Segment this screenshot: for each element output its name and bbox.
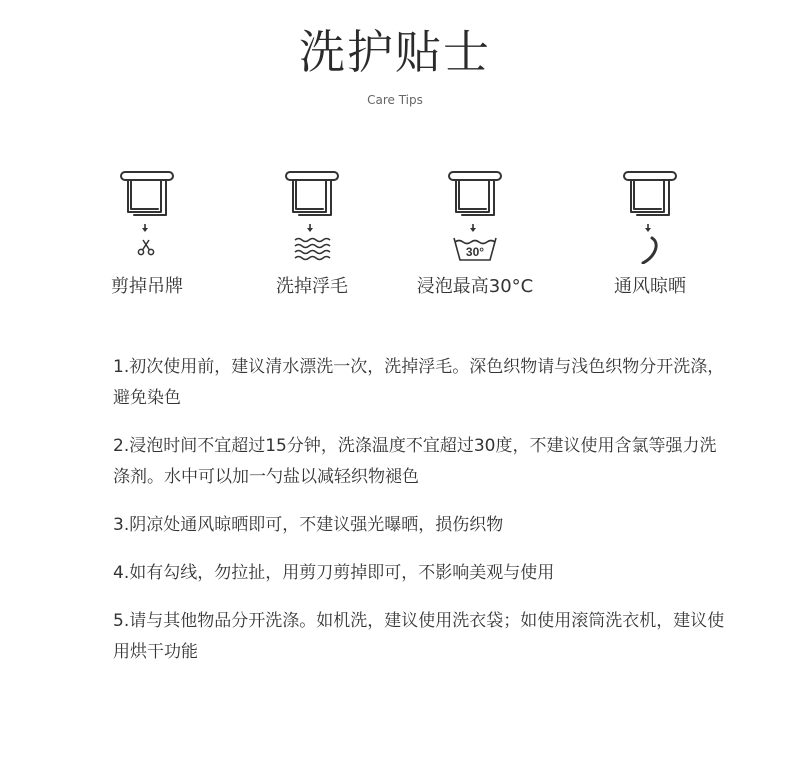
towel-scissors-icon — [107, 168, 187, 264]
towel-water-waves-icon — [272, 168, 352, 264]
care-item-cut-tags — [67, 168, 227, 298]
tip-item: 5.请与其他物品分开洗涤。如机洗，建议使用洗衣袋；如使用滚筒洗衣机，建议使用烘干功能 — [113, 611, 725, 662]
care-label-air-dry: 通风晾晒 — [614, 276, 686, 297]
towel-wash-basin-icon — [435, 168, 515, 264]
tip-item: 4.如有勾线，勿拉扯，用剪刀剪掉即可，不影响美观与使用 — [113, 563, 555, 583]
tip-item: 1.初次使用前，建议清水漂洗一次，洗掉浮毛。深色织物请与浅色织物分开洗涤，避免染色 — [113, 357, 725, 408]
care-label-rinse: 洗掉浮毛 — [276, 276, 348, 297]
care-item-air-dry — [570, 168, 730, 298]
care-item-rinse — [232, 168, 392, 298]
towel-hanger-hook-icon — [610, 168, 690, 264]
page-title: 洗护贴士 — [299, 25, 491, 79]
page-subtitle: Care Tips — [367, 93, 423, 107]
care-tips-list — [113, 352, 733, 685]
temperature-badge: 30° — [465, 245, 485, 259]
care-icons-row — [0, 168, 790, 308]
tip-item: 3.阴凉处通风晾晒即可，不建议强光曝晒，损伤织物 — [113, 515, 504, 535]
care-item-soak — [395, 168, 555, 298]
tip-item: 2.浸泡时间不宜超过15分钟，洗涤温度不宜超过30度，不建议使用含氯等强力洗涤剂。水中可以加一勺盐以减轻织物褪色 — [113, 436, 717, 487]
care-label-soak: 浸泡最高30°C — [416, 276, 534, 297]
care-label-cut-tags: 剪掉吊牌 — [111, 276, 183, 297]
